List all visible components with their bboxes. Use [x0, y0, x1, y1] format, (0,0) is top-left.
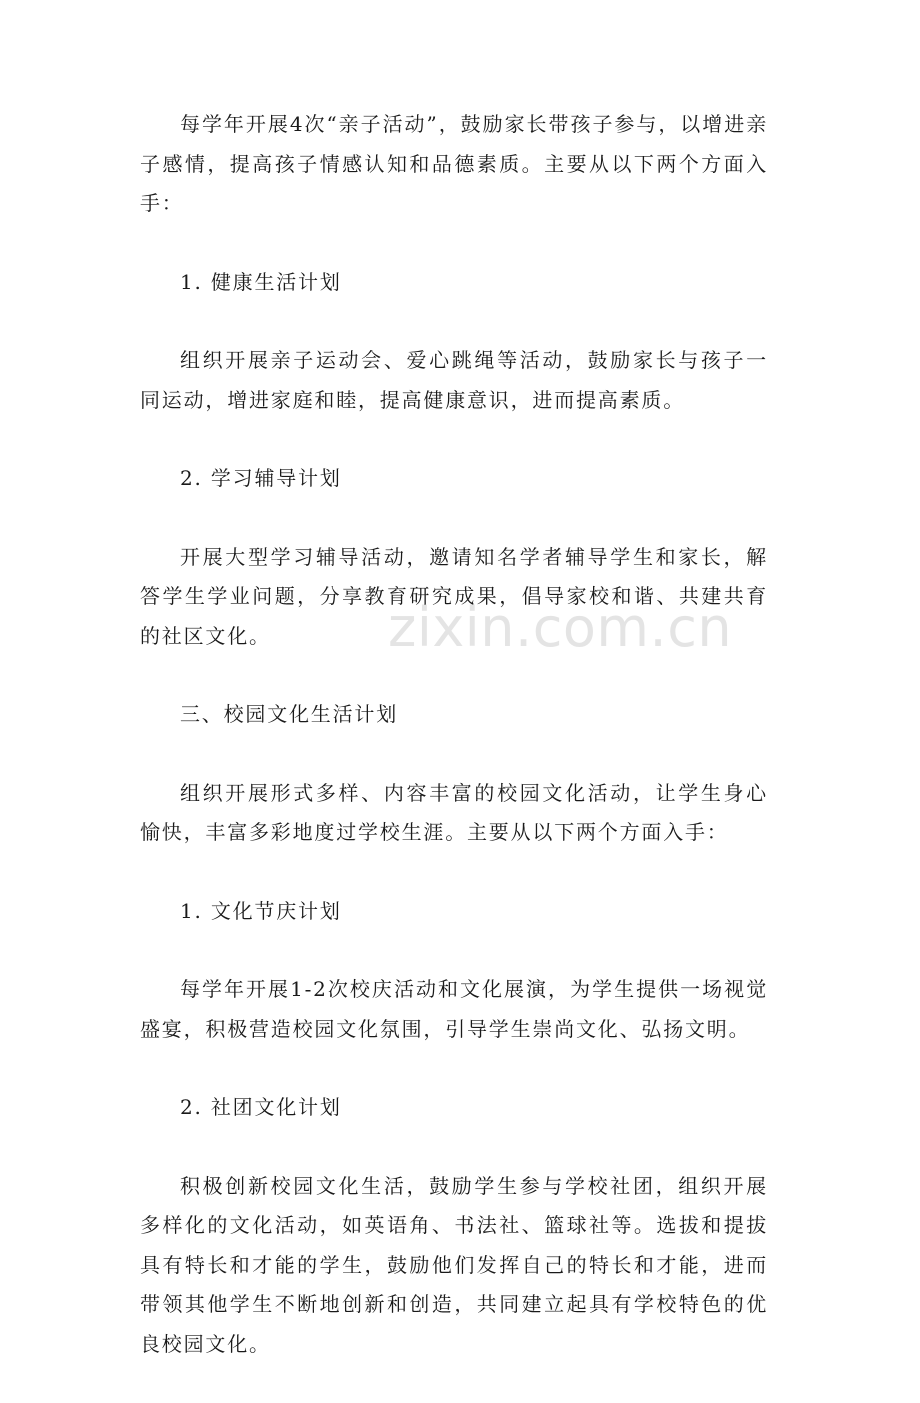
heading-club-plan: 2. 社团文化计划 — [180, 1095, 342, 1119]
heading-festival-plan: 1. 文化节庆计划 — [180, 898, 342, 923]
document-page — [140, 105, 768, 1403]
watermark-text: zixin.com.cn — [388, 596, 733, 659]
heading-study-plan: 2. 学习辅导计划 — [180, 466, 342, 490]
paragraph-parent-child-activities: 每学年开展4次“亲子活动”，鼓励家长带孩子参与，以增进亲子感情，提高孩子情感认知和品德素质。主要从以下两个方面入手： — [140, 112, 768, 215]
heading-health-plan: 1. 健康生活计划 — [180, 269, 342, 294]
heading-campus-culture: 三、校园文化生活计划 — [180, 702, 398, 726]
paragraph-campus-culture: 组织开展形式多样、内容丰富的校园文化活动，让学生身心愉快，丰富多彩地度过学校生涯。主要从以下两个方面入手： — [140, 780, 768, 844]
paragraph-health-plan: 组织开展亲子运动会、爱心跳绳等活动，鼓励家长与孩子一同运动，增进家庭和睦，提高健康意识，进而提高素质。 — [140, 348, 768, 412]
paragraph-study-plan: 开展大型学习辅导活动，邀请知名学者辅导学生和家长，解答学生学业问题，分享教育研究成果，倡导家校和谐、共建共育的社区文化。 — [140, 544, 768, 648]
paragraph-festival-plan: 每学年开展1-2次校庆活动和文化展演，为学生提供一场视觉盛宴，积极营造校园文化氛围，引导学生崇尚文化、弘扬文明。 — [140, 977, 768, 1041]
paragraph-club-plan: 积极创新校园文化生活，鼓励学生参与学校社团，组织开展多样化的文化活动，如英语角、书法社、篮球社等。选拔和提拔具有特长和才能的学生，鼓励他们发挥自己的特长和才能，进而带领其他学生不断地创新和创造，共同建立起具有学校特色的优良校园文化。 — [140, 1173, 768, 1356]
